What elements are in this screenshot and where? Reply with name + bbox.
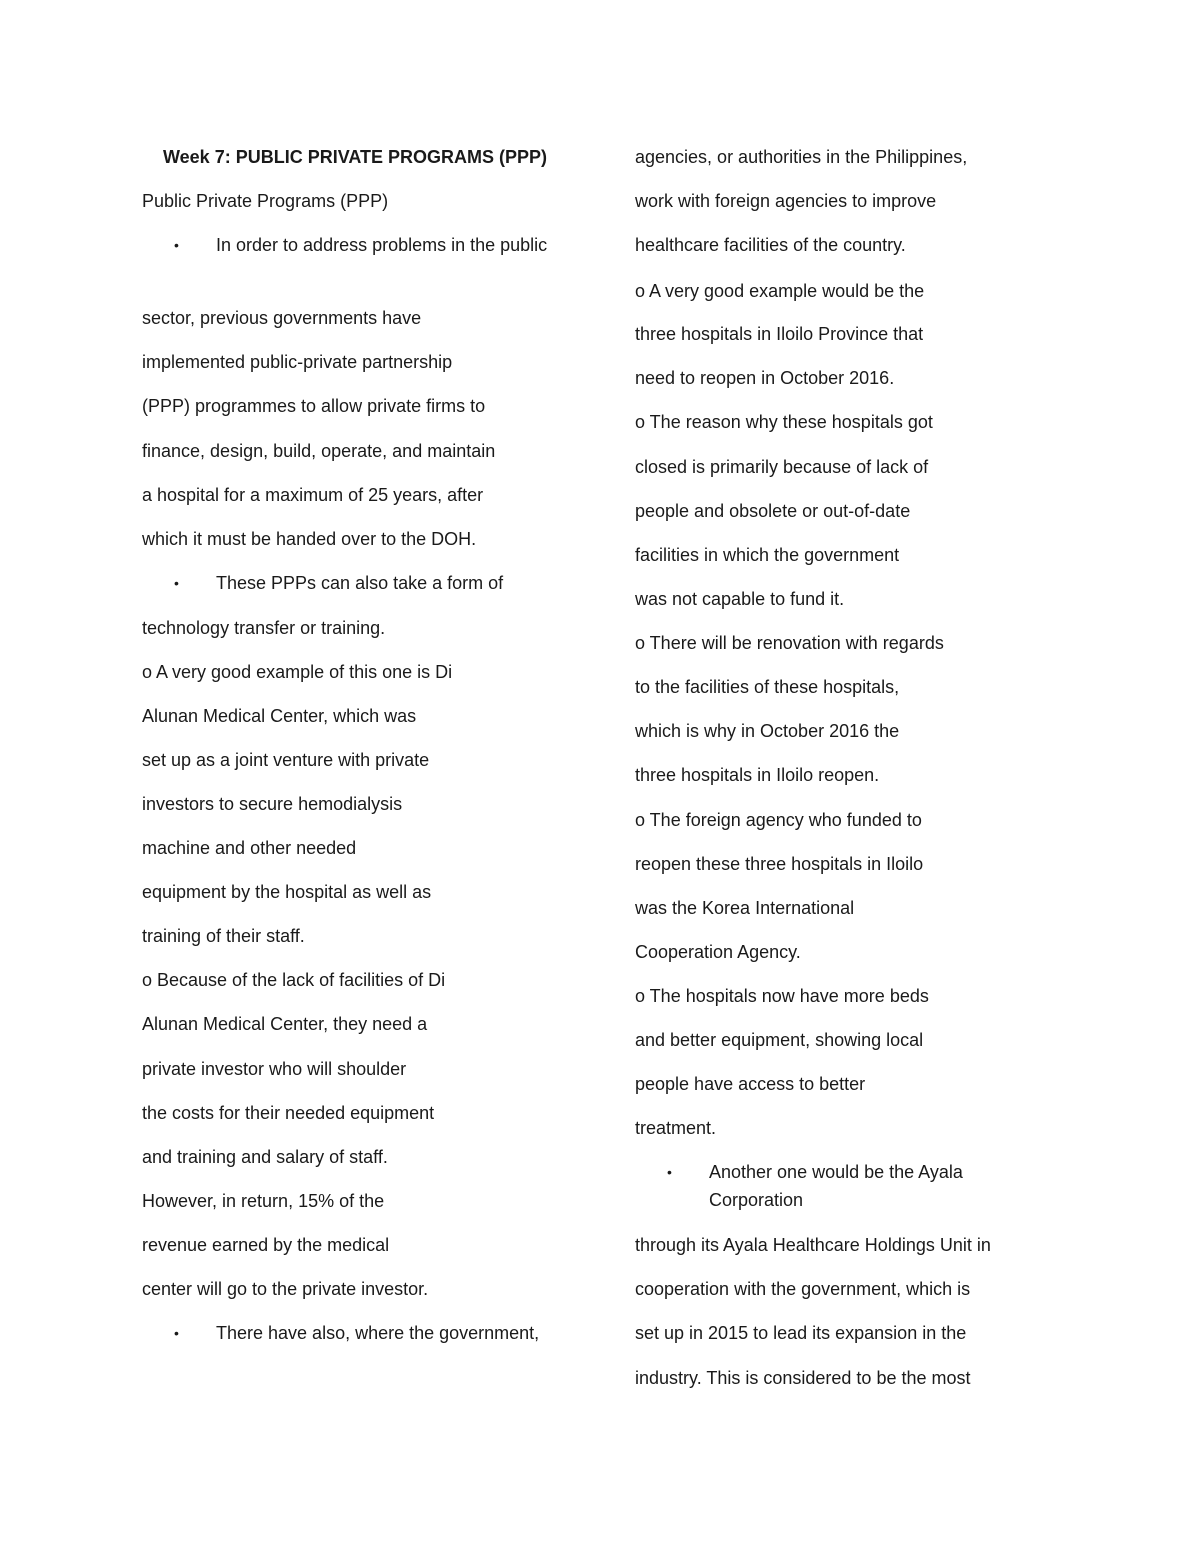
right-text-line: Cooperation Agency.	[635, 942, 801, 962]
left-text-line: sector, previous governments have	[142, 308, 422, 328]
left-text-line: which it must be handed over to the DOH.	[142, 529, 477, 549]
right-text-line: agencies, or authorities in the Philippines,	[635, 147, 968, 167]
document-title: Week 7: PUBLIC PRIVATE PROGRAMS (PPP)	[163, 147, 548, 167]
left-bullet-item: In order to address problems in the public	[216, 235, 548, 255]
left-text-line: a hospital for a maximum of 25 years, after	[142, 485, 484, 505]
left-text-line: machine and other needed	[142, 838, 357, 858]
right-bullet-item: Another one would be the Ayala Corporation	[709, 1162, 963, 1210]
right-text-line: which is why in October 2016 the	[635, 721, 900, 741]
left-text-line: set up as a joint venture with private	[142, 750, 430, 770]
right-text-line: industry. This is considered to be the most	[635, 1368, 971, 1388]
right-text-line: reopen these three hospitals in Iloilo	[635, 854, 924, 874]
right-text-line: people have access to better	[635, 1074, 866, 1094]
right-text-line: work with foreign agencies to improve	[635, 191, 937, 211]
left-text-line: Alunan Medical Center, they need a	[142, 1014, 428, 1034]
left-text-line: training of their staff.	[142, 926, 305, 946]
right-text-line: facilities in which the government	[635, 545, 900, 565]
left-text-line: private investor who will shoulder	[142, 1059, 407, 1079]
bullet-icon: •	[174, 1325, 179, 1341]
left-text-line: Public Private Programs (PPP)	[142, 191, 389, 211]
right-text-line: three hospitals in Iloilo Province that	[635, 324, 924, 344]
bullet-icon: •	[667, 1164, 672, 1180]
left-text-line: investors to secure hemodialysis	[142, 794, 403, 814]
left-text-line: o Because of the lack of facilities of Di	[142, 970, 446, 990]
bullet-icon: •	[174, 575, 179, 591]
right-text-line: healthcare facilities of the country.	[635, 235, 906, 255]
right-text-line: was not capable to fund it.	[635, 589, 845, 609]
left-text-line: technology transfer or training.	[142, 618, 386, 638]
right-text-line: was the Korea International	[635, 898, 855, 918]
left-bullet-item: These PPPs can also take a form of	[216, 573, 504, 593]
left-text-line: and training and salary of staff.	[142, 1147, 388, 1167]
right-text-line: cooperation with the government, which is	[635, 1279, 971, 1299]
right-text-line: o The hospitals now have more beds	[635, 986, 929, 1006]
right-text-line: set up in 2015 to lead its expansion in the	[635, 1323, 967, 1343]
right-text-line: people and obsolete or out-of-date	[635, 501, 911, 521]
right-text-line: and better equipment, showing local	[635, 1030, 924, 1050]
left-text-line: center will go to the private investor.	[142, 1279, 429, 1299]
left-text-line: finance, design, build, operate, and maintain	[142, 441, 496, 461]
right-text-line: to the facilities of these hospitals,	[635, 677, 900, 697]
right-text-line: o A very good example would be the	[635, 281, 925, 301]
right-text-line: o The reason why these hospitals got	[635, 412, 933, 432]
left-text-line: the costs for their needed equipment	[142, 1103, 435, 1123]
left-bullet-item: There have also, where the government,	[216, 1323, 540, 1343]
right-text-line: three hospitals in Iloilo reopen.	[635, 765, 880, 785]
left-text-line: (PPP) programmes to allow private firms to	[142, 396, 486, 416]
right-text-line: treatment.	[635, 1118, 717, 1138]
right-text-line: o The foreign agency who funded to	[635, 810, 922, 830]
left-text-line: equipment by the hospital as well as	[142, 882, 432, 902]
left-text-line: However, in return, 15% of the	[142, 1191, 385, 1211]
bullet-icon: •	[174, 237, 179, 253]
right-text-line: closed is primarily because of lack of	[635, 457, 929, 477]
left-text-line: Alunan Medical Center, which was	[142, 706, 417, 726]
right-text-line: through its Ayala Healthcare Holdings Unit in	[635, 1235, 991, 1255]
right-text-line: need to reopen in October 2016.	[635, 368, 895, 388]
right-text-line: o There will be renovation with regards	[635, 633, 944, 653]
left-text-line: implemented public-private partnership	[142, 352, 453, 372]
left-text-line: revenue earned by the medical	[142, 1235, 390, 1255]
left-text-line: o A very good example of this one is Di	[142, 662, 453, 682]
